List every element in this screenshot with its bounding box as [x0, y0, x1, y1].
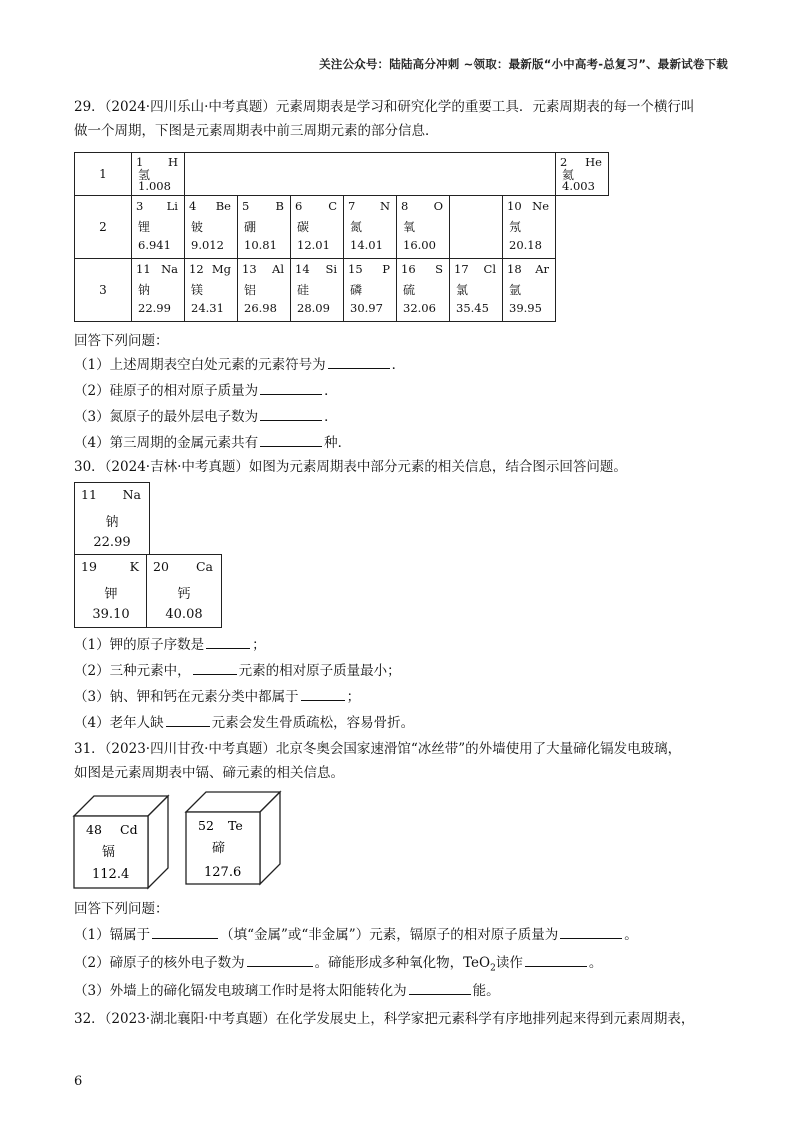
question-text: 元素的相对原子质量最小；	[238, 663, 401, 679]
element-symbol: Ca	[195, 559, 213, 574]
atomic-number: 8	[401, 199, 409, 213]
element-symbol: Ar	[535, 262, 549, 276]
element-name: 氢	[138, 168, 151, 182]
question-text: （2）三种元素中，	[74, 663, 191, 679]
atomic-number: 1	[136, 155, 144, 169]
element-symbol: B	[275, 199, 284, 213]
atomic-number: 17	[454, 262, 469, 276]
element-symbol: Cl	[483, 262, 496, 276]
q29-answer-intro: 回答下列问题：	[74, 333, 169, 349]
question-text: （填“金属”或“非金属”）元素，镉原子的相对原子质量为	[220, 927, 559, 943]
atomic-mass: 14.01	[350, 238, 383, 252]
atomic-mass: 9.012	[191, 238, 224, 252]
element-box-na	[74, 482, 150, 556]
q31-answer-intro: 回答下列问题：	[74, 901, 169, 917]
atomic-number: 7	[348, 199, 356, 213]
q29-sub1	[74, 354, 405, 376]
cube-cd-icon	[72, 794, 170, 890]
atomic-mass: 22.99	[93, 535, 131, 550]
element-symbol: O	[433, 199, 443, 213]
atomic-mass: 12.01	[297, 238, 330, 252]
q29-stem-line1: 29．（2024·四川乐山·中考真题）元素周期表是学习和研究化学的重要工具．元素周期表的每一个横行叫	[74, 99, 695, 115]
element-name: 铍	[191, 220, 204, 234]
element-symbol: Na	[161, 262, 178, 276]
element-symbol: Ne	[532, 199, 549, 213]
element-name: 氦	[562, 168, 575, 182]
atomic-mass: 22.99	[138, 301, 171, 315]
q29-stem-line2: 做一个周期，下图是元素周期表中前三周期元素的部分信息．	[74, 123, 439, 139]
element-name: 锂	[138, 220, 151, 234]
empty-gap	[185, 153, 503, 196]
answer-blank[interactable]	[260, 380, 322, 395]
formula-text: TeO	[463, 955, 491, 971]
element-cell-blank	[450, 196, 502, 258]
element-name: 镁	[191, 283, 204, 297]
answer-blank[interactable]	[206, 634, 250, 649]
element-symbol: He	[585, 155, 602, 169]
question-text: 读作	[495, 955, 523, 971]
empty-gap	[503, 153, 556, 196]
atomic-mass: 127.6	[204, 865, 242, 880]
question-text: ；	[346, 689, 361, 705]
element-box-k	[74, 554, 148, 628]
answer-blank[interactable]	[166, 712, 210, 727]
q31-sub1	[74, 924, 638, 946]
element-cell-o	[397, 196, 449, 258]
atomic-mass: 6.941	[138, 238, 171, 252]
element-symbol: N	[379, 199, 390, 213]
element-name: 钙	[177, 587, 191, 602]
q30-sub2	[74, 660, 401, 682]
element-symbol: H	[167, 155, 178, 169]
atomic-mass: 39.10	[92, 607, 130, 622]
element-name: 硫	[403, 283, 416, 297]
element-symbol: Na	[122, 487, 141, 502]
atomic-mass: 16.00	[403, 238, 436, 252]
q30-sub1	[74, 634, 266, 656]
atomic-number: 18	[507, 262, 522, 276]
answer-blank[interactable]	[301, 686, 345, 701]
q30-sub4	[74, 712, 414, 734]
atomic-number: 11	[136, 262, 151, 276]
answer-blank[interactable]	[193, 660, 237, 675]
element-name: 氯	[456, 283, 469, 297]
element-name: 硅	[297, 283, 310, 297]
atomic-number: 12	[189, 262, 204, 276]
element-symbol: C	[328, 199, 337, 213]
period-label: 2	[75, 196, 132, 259]
question-text: （3）外墙上的碲化镉发电玻璃工作时是将太阳能转化为	[74, 983, 407, 999]
answer-blank[interactable]	[260, 406, 322, 421]
atomic-mass: 40.08	[165, 607, 203, 622]
question-text: （2）碲原子的核外电子数为	[74, 955, 245, 971]
element-name: 钾	[104, 587, 118, 602]
element-name: 氩	[509, 283, 522, 297]
question-text: 。	[624, 927, 638, 943]
question-text: （1）钾的原子序数是	[74, 637, 205, 653]
element-cell-s	[397, 259, 449, 321]
element-symbol: Cd	[120, 822, 138, 837]
chemical-formula	[463, 955, 496, 974]
question-text: （4）老年人缺	[74, 715, 164, 731]
atomic-number: 4	[189, 199, 197, 213]
atomic-number: 16	[401, 262, 416, 276]
q32-stem: 32．（2023·湖北襄阳·中考真题）在化学发展史上，科学家把元素科学有序地排列起来得到元素周期表，	[74, 1011, 695, 1027]
atomic-number: 19	[81, 559, 97, 574]
question-text: ．	[324, 383, 338, 399]
atomic-mass: 35.45	[456, 301, 489, 315]
element-cell-al	[238, 259, 290, 321]
element-name: 铝	[244, 283, 257, 297]
question-text: 。	[588, 955, 603, 971]
q31-sub3	[74, 980, 500, 1002]
element-cell-be	[185, 196, 237, 258]
atomic-number: 11	[81, 487, 97, 502]
question-text: （2）硅原子的相对原子质量为	[74, 383, 259, 399]
atomic-mass: 10.81	[244, 238, 277, 252]
question-text: ．	[391, 357, 406, 373]
element-box-ca	[146, 554, 222, 628]
element-cell-b	[238, 196, 290, 258]
question-text: ；	[252, 637, 266, 653]
atomic-mass: 32.06	[403, 301, 436, 315]
question-text: 种．	[324, 435, 352, 451]
atomic-number: 3	[136, 199, 144, 213]
atomic-number: 6	[295, 199, 303, 213]
atomic-number: 52	[198, 818, 214, 833]
period-label: 1	[75, 153, 132, 196]
q29-sub4	[74, 432, 351, 454]
period-label: 3	[75, 259, 132, 322]
page-number: 6	[74, 1074, 83, 1089]
atomic-mass: 112.4	[92, 867, 130, 882]
element-symbol: S	[435, 262, 443, 276]
atomic-mass: 39.95	[509, 301, 542, 315]
element-cell-ne	[503, 196, 555, 258]
element-symbol: Mg	[211, 262, 231, 276]
atomic-number: 2	[560, 155, 568, 169]
atomic-number: 5	[242, 199, 250, 213]
element-cell-si	[291, 259, 343, 321]
q29-sub3	[74, 406, 338, 428]
atomic-mass: 26.98	[244, 301, 277, 315]
periodic-table	[74, 152, 609, 322]
question-text: （4）第三周期的金属元素共有	[74, 435, 259, 451]
element-name: 磷	[350, 283, 363, 297]
question-text: （3）钠、钾和钙在元素分类中都属于	[74, 689, 299, 705]
element-cell-n	[344, 196, 396, 258]
element-cell-he	[556, 153, 608, 195]
atomic-mass: 20.18	[509, 238, 542, 252]
q29-sub2	[74, 380, 338, 402]
answer-blank[interactable]	[525, 952, 587, 967]
element-symbol: Si	[325, 262, 337, 276]
element-cell-cl	[450, 259, 502, 321]
atomic-number: 10	[507, 199, 522, 213]
element-cell-mg	[185, 259, 237, 321]
element-cell-p	[344, 259, 396, 321]
answer-blank[interactable]	[328, 354, 390, 369]
element-symbol: P	[382, 262, 390, 276]
element-name: 钠	[138, 283, 151, 297]
atomic-mass: 1.008	[138, 179, 171, 193]
cube-te-icon	[184, 790, 282, 886]
answer-blank[interactable]	[260, 432, 322, 447]
q31-sub2	[74, 952, 602, 980]
question-text: 元素会发生骨质疏松，容易骨折。	[211, 715, 415, 731]
q31-stem-line2: 如图是元素周期表中镉、碲元素的相关信息。	[74, 765, 344, 781]
element-cell-h	[132, 153, 184, 195]
answer-blank[interactable]	[247, 952, 313, 967]
q30-sub3	[74, 686, 360, 708]
atomic-number: 48	[86, 822, 102, 837]
element-name: 硼	[244, 220, 257, 234]
element-cell-ar	[503, 259, 555, 321]
q31-stem-line1: 31．（2023·四川甘孜·中考真题）北京冬奥会国家速滑馆“冰丝带”的外墙使用了大量碲化镉发电玻璃，	[74, 741, 682, 757]
atomic-number: 15	[348, 262, 363, 276]
question-text: ．	[324, 409, 338, 425]
element-name: 氖	[509, 220, 522, 234]
atomic-number: 13	[242, 262, 257, 276]
question-text: 能。	[472, 983, 500, 999]
element-symbol: K	[129, 559, 139, 574]
atomic-number: 20	[153, 559, 169, 574]
element-cell-na	[132, 259, 184, 321]
question-text: （1）上述周期表空白处元素的元素符号为	[74, 357, 326, 373]
element-symbol: Al	[272, 262, 284, 276]
answer-blank[interactable]	[560, 924, 622, 939]
atomic-mass: 4.003	[562, 179, 595, 193]
element-name: 氮	[350, 220, 363, 234]
element-symbol: Li	[166, 199, 178, 213]
formula-subscript: 2	[490, 963, 496, 974]
element-cell-c	[291, 196, 343, 258]
atomic-mass: 24.31	[191, 301, 224, 315]
element-name: 碲	[212, 841, 226, 856]
element-name: 碳	[297, 220, 310, 234]
element-name: 镉	[102, 845, 116, 860]
element-symbol: Te	[228, 818, 243, 833]
atomic-mass: 28.09	[297, 301, 330, 315]
atomic-mass: 30.97	[350, 301, 383, 315]
question-text: （3）氮原子的最外层电子数为	[74, 409, 259, 425]
question-text: （1）镉属于	[74, 927, 151, 943]
atomic-number: 14	[295, 262, 310, 276]
answer-blank[interactable]	[152, 924, 218, 939]
element-cell-li	[132, 196, 184, 258]
question-text: 。碲能形成多种氧化物，	[314, 955, 464, 971]
element-name: 钠	[105, 515, 119, 530]
page-header: 关注公众号：陆陆高分冲刺 ~领取：最新版“小中高考-总复习”、最新试卷下载	[319, 57, 728, 71]
q30-stem: 30．（2024·吉林·中考真题）如图为元素周期表中部分元素的相关信息，结合图示回答问题。	[74, 459, 627, 475]
element-symbol: Be	[215, 199, 231, 213]
answer-blank[interactable]	[409, 980, 471, 995]
element-name: 氧	[403, 220, 416, 234]
